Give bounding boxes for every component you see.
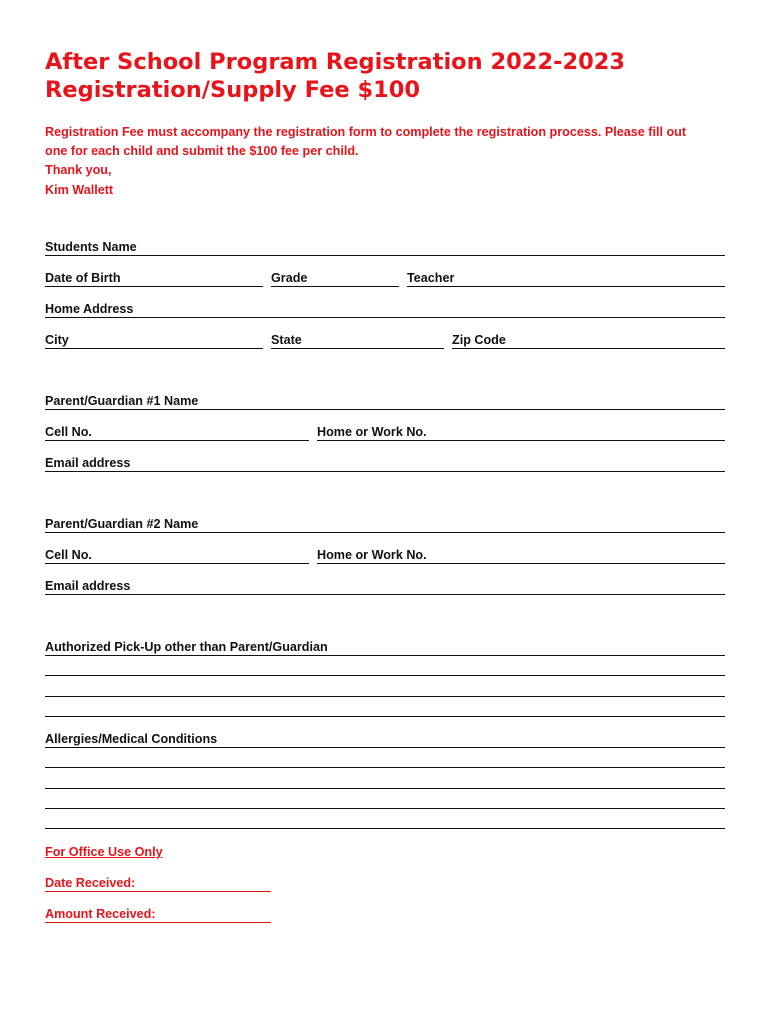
city-state-zip-row [45,331,725,349]
guardian2-cell-label: Cell No. [45,548,92,562]
date-of-birth-label: Date of Birth [45,271,121,285]
guardian2-name-field[interactable] [45,532,725,533]
office-use-heading: For Office Use Only [45,845,163,859]
grade-label: Grade [271,271,308,285]
home-address-label: Home Address [45,302,134,316]
guardian1-email-label: Email address [45,456,131,470]
guardian1-email-row[interactable] [45,454,725,472]
medical-row[interactable] [45,730,725,748]
office-use-heading-row [45,843,725,861]
guardian1-phone-row [45,423,725,441]
city-label: City [45,333,69,347]
title-line-1: After School Program Registration 2022-2023 [45,49,626,75]
pickup-label: Authorized Pick-Up other than Parent/Guardian [45,640,328,654]
pickup-extra-line[interactable] [45,675,725,676]
medical-extra-line[interactable] [45,808,725,809]
guardian1-name-row[interactable] [45,392,725,410]
guardian2-cell-field[interactable] [45,563,309,564]
guardian1-home-work-field[interactable] [317,440,725,441]
guardian2-home-work-label: Home or Work No. [317,548,427,562]
pickup-extra-line[interactable] [45,696,725,697]
guardian2-phone-row [45,546,725,564]
zip-code-field[interactable] [452,348,725,349]
medical-extra-line[interactable] [45,788,725,789]
teacher-label: Teacher [407,271,455,285]
amount-received-label: Amount Received: [45,907,156,921]
teacher-field[interactable] [407,286,725,287]
guardian1-cell-label: Cell No. [45,425,92,439]
intro-line-3: Thank you, [45,163,112,178]
date-received-field[interactable] [45,891,271,892]
guardian2-email-label: Email address [45,579,131,593]
pickup-extra-line[interactable] [45,716,725,717]
intro-line-1: Registration Fee must accompany the registration form to complete the registration process. Please fill out [45,125,687,139]
date-received-row [45,874,725,892]
guardian1-name-label: Parent/Guardian #1 Name [45,394,199,408]
guardian1-home-work-label: Home or Work No. [317,425,427,439]
home-address-row[interactable] [45,300,725,318]
state-field[interactable] [271,348,444,349]
guardian1-email-field[interactable] [45,471,725,472]
intro-line-2: one for each child and submit the $100 fee per child. [45,144,359,159]
home-address-field[interactable] [45,317,725,318]
grade-field[interactable] [271,286,399,287]
students-name-row[interactable] [45,238,725,256]
form-title [45,48,745,104]
amount-received-row [45,905,725,923]
title-line-2: Registration/Supply Fee $100 [45,77,421,103]
guardian2-name-label: Parent/Guardian #2 Name [45,517,199,531]
guardian1-name-field[interactable] [45,409,725,410]
city-field[interactable] [45,348,263,349]
guardian2-email-row[interactable] [45,577,725,595]
medical-field[interactable] [45,747,725,748]
guardian2-email-field[interactable] [45,594,725,595]
pickup-field[interactable] [45,655,725,656]
amount-received-field[interactable] [45,922,271,923]
state-label: State [271,333,302,347]
medical-label: Allergies/Medical Conditions [45,732,218,746]
medical-extra-line[interactable] [45,828,725,829]
date-received-label: Date Received: [45,876,136,890]
intro-line-4: Kim Wallett [45,182,114,197]
students-name-label: Students Name [45,240,137,254]
guardian2-home-work-field[interactable] [317,563,725,564]
students-name-field[interactable] [45,255,725,256]
dob-grade-teacher-row [45,269,725,287]
date-of-birth-field[interactable] [45,286,263,287]
intro-message [45,123,735,200]
guardian2-name-row[interactable] [45,515,725,533]
medical-extra-line[interactable] [45,767,725,768]
guardian1-cell-field[interactable] [45,440,309,441]
pickup-row[interactable] [45,638,725,656]
zip-code-label: Zip Code [452,333,506,347]
